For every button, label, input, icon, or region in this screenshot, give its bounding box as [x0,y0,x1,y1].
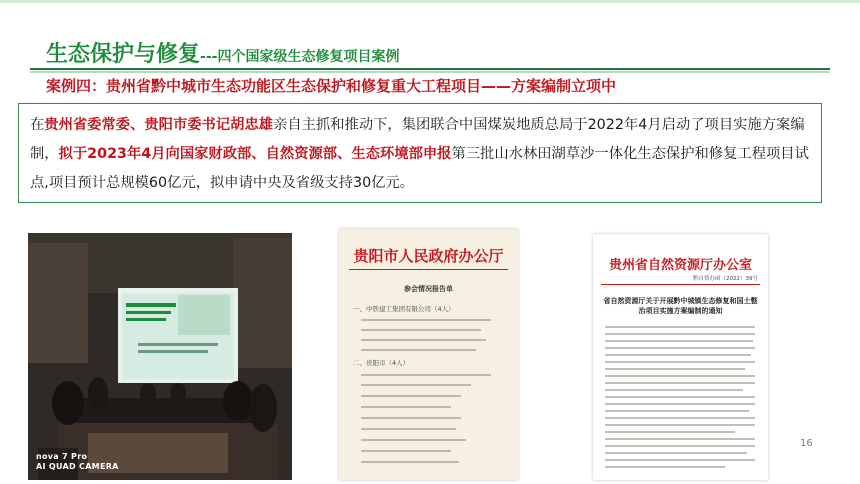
summary-highlight-2: 拟于2023年4月向国家财政部、自然资源部、生态环境部申报 [58,146,452,162]
doc2-text-line [605,396,755,398]
doc2-title: 省自然资源厅关于开展黔中城镇生态修复和国土整治项目实施方案编制的通知 [603,297,758,315]
doc2-number: 黔自资办函（2022）39号 [693,276,758,282]
doc1-text-line [361,384,471,386]
doc1-red-line [349,269,508,270]
summary-text-2: 亲自主抓和推动下，集团联合中国煤炭地质总局于2022年4月启动了项目实施方案编制， [30,117,805,162]
doc2-text-line [605,333,755,335]
doc2-text-line [605,438,755,440]
doc1-text-line [361,329,481,331]
doc2-text-line [605,347,755,349]
document-guiyang-office [339,229,518,480]
page-number: 16 [800,438,813,449]
doc2-text-line [605,466,725,468]
title-divider [30,68,830,70]
doc2-text-line [605,417,755,419]
top-accent-line [0,0,860,3]
case-title: 案例四：贵州省黔中城市生态功能区生态保护和修复重大工程项目——方案编制立项中 [46,77,617,95]
watermark-model: nova 7 Pro [36,452,88,461]
camera-watermark [36,452,119,472]
doc1-text-line [361,374,491,376]
doc1-header: 贵阳市人民政府办公厅 [353,247,504,265]
doc2-text-line [605,410,749,412]
doc2-text-line [605,375,755,377]
doc2-text-line [605,445,755,447]
doc1-text-line [361,395,461,397]
doc2-text-line [605,452,747,454]
doc1-text-line [361,417,461,419]
watermark-camera: AI QUAD CAMERA [36,462,119,471]
doc2-text-line [605,403,755,405]
title-main: 生态保护与修复 [46,42,201,67]
title-divider-light [30,71,830,73]
doc2-text-line [605,382,755,384]
doc2-text-line [605,368,745,370]
doc2-text-line [605,431,735,433]
summary-text-3: 第三批山水林田湖草沙一体化生态保护和修复工程项目试点,项目预计总规模60亿元，拟申请中央及省级支持30亿元。 [30,146,809,191]
doc1-line-b: 二、贵阳市（4人） [353,359,410,367]
doc1-text-line [361,439,466,441]
doc1-text-line [361,339,486,341]
doc1-text-line [361,406,451,408]
doc2-text-line [605,326,755,328]
summary-highlight-1: 贵州省委常委、贵阳市委书记胡忠雄 [44,117,274,133]
doc2-text-line [605,389,743,391]
doc2-text-line [605,354,751,356]
meeting-photo [28,233,292,480]
doc2-text-line [605,340,753,342]
doc1-text-line [361,319,491,321]
title-sub: ---四个国家级生态修复项目案例 [200,49,400,65]
doc1-text-line [361,450,451,452]
doc2-text-line [605,459,755,461]
doc1-text-line [361,428,456,430]
doc2-red-line [601,284,760,285]
doc1-line-a: 一、中铁建工集团有限公司（4人） [353,305,455,313]
doc1-text-line [361,461,459,463]
summary-text-1: 在 [30,117,45,133]
doc1-subtitle: 参会情况报告单 [404,285,453,293]
doc2-text-line [605,361,755,363]
document-guizhou-natural-resources [593,234,768,480]
doc1-text-line [361,349,476,351]
meeting-scene [28,233,292,480]
page-title [46,36,399,71]
summary-box [18,103,822,203]
doc2-header: 贵州省自然资源厅办公室 [608,258,752,273]
doc2-text-line [605,424,755,426]
